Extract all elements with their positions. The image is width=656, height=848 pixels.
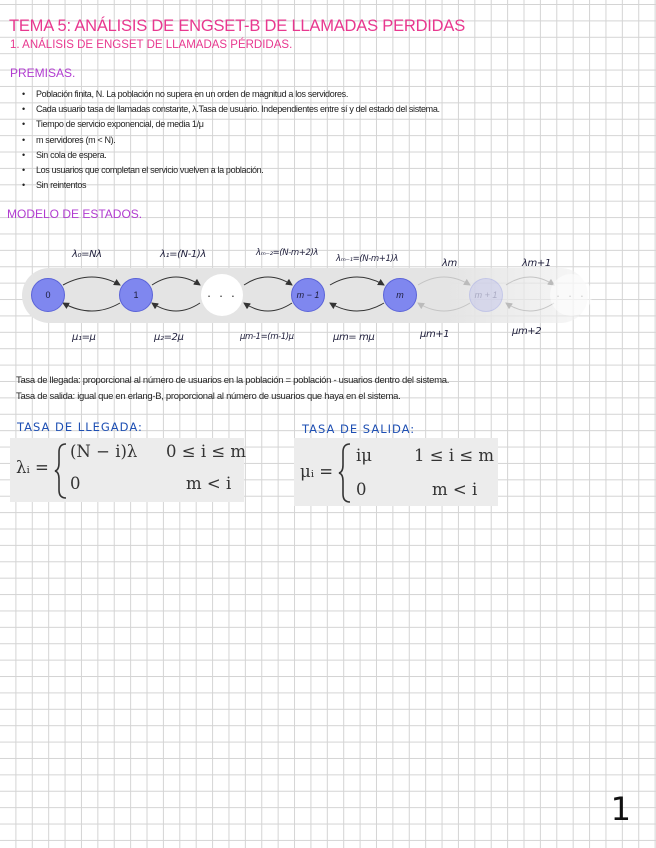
tasa-salida-heading: TASA DE SALIDA: [302, 422, 416, 436]
arrival-label: λm+1 [522, 258, 551, 269]
premisas-list [22, 87, 440, 193]
page-number: 1 [610, 790, 631, 828]
formula-lhs: λᵢ = [16, 458, 49, 477]
tasa-salida-formula [294, 438, 498, 506]
premisa-item: • Los usuarios que completan el servicio vuelven a la población. [22, 163, 440, 178]
tasa-llegada-heading: TASA DE LLEGADA: [17, 420, 143, 434]
formula-case1-expr: iμ [356, 446, 373, 465]
formula-case2-expr: 0 [70, 474, 81, 493]
state-1: 1 [119, 278, 153, 312]
service-label: μm= mμ [333, 332, 375, 343]
arrival-label: λₘ₋₂=(N-m+2)λ [256, 248, 319, 258]
service-label: μm-1=(m-1)μ [240, 332, 294, 342]
formula-case1-expr: (N − i)λ [70, 442, 138, 461]
service-label: μ₂=2μ [154, 332, 184, 343]
state-m: m [383, 278, 417, 312]
arrow-forward [244, 277, 292, 285]
left-brace-icon [338, 443, 352, 503]
state-ellipsis-faded: · · · [550, 274, 592, 316]
arrival-label: λₘ₋₁=(N-m+1)λ [336, 254, 399, 264]
formula-case1-cond: 0 ≤ i ≤ m [166, 442, 247, 461]
arrow-forward-faded [418, 277, 470, 285]
tasa-llegada-formula [10, 438, 247, 502]
modelo-heading: MODELO DE ESTADOS. [7, 207, 143, 221]
premisa-item: • Sin reintentos [22, 178, 440, 193]
premisa-item: • Cada usuario tasa de llamadas constante, λ.Tasa de usuario. Independientes entre sí y del estado del sistema. [22, 102, 440, 117]
formula-case2-cond: m < i [432, 480, 478, 499]
state-m-minus-1: m − 1 [291, 278, 325, 312]
premisa-item: • Tiempo de servicio exponencial, de media 1/μ [22, 117, 440, 132]
arrow-forward [152, 277, 200, 285]
arrival-label: λ₁=(N-1)λ [160, 249, 206, 260]
page-title: TEMA 5: ANÁLISIS DE ENGSET-B DE LLAMADAS PERDIDAS [9, 17, 466, 35]
left-brace-icon [54, 443, 68, 499]
state-m-plus-1: m + 1 [469, 278, 503, 312]
arrow-forward [63, 277, 120, 285]
arrow-backward-faded [506, 303, 554, 311]
arrow-backward [152, 303, 200, 311]
arrow-backward-faded [418, 303, 470, 311]
arrow-backward [330, 303, 384, 311]
premisa-item: • Población finita, N. La población no supera en un orden de magnitud a los servidores. [22, 87, 440, 102]
state-0: 0 [31, 278, 65, 312]
arrival-label: λ₀=Nλ [72, 249, 102, 260]
formula-lhs: μᵢ = [300, 462, 334, 481]
premisa-item: • Sin cola de espera. [22, 148, 440, 163]
premisas-heading: PREMISAS. [10, 66, 76, 80]
formula-case1-cond: 1 ≤ i ≤ m [414, 446, 495, 465]
arrow-forward [330, 277, 384, 285]
formula-case2-expr: 0 [356, 480, 367, 499]
section-subtitle: 1. ANÁLISIS DE ENGSET DE LLAMADAS PÉRDIDAS. [10, 39, 293, 51]
arrow-forward-faded [506, 277, 554, 285]
arrow-backward [244, 303, 292, 311]
formula-case2-cond: m < i [186, 474, 232, 493]
arrival-label: λm [442, 258, 457, 269]
service-label: μm+2 [512, 326, 542, 337]
premisa-item: • m servidores (m < N). [22, 133, 440, 148]
service-label: μm+1 [420, 329, 450, 340]
tasa-llegada-description: Tasa de llegada: proporcional al número de usuarios en la población = población - usuarios dentro del sistema. [16, 375, 450, 386]
tasa-salida-description: Tasa de salida: igual que en erlang-B, proporcional al número de usuarios que haya en el sistema. [16, 391, 401, 402]
arrow-backward [63, 303, 120, 311]
state-ellipsis: · · · [201, 274, 243, 316]
service-label: μ₁=μ [72, 332, 96, 343]
